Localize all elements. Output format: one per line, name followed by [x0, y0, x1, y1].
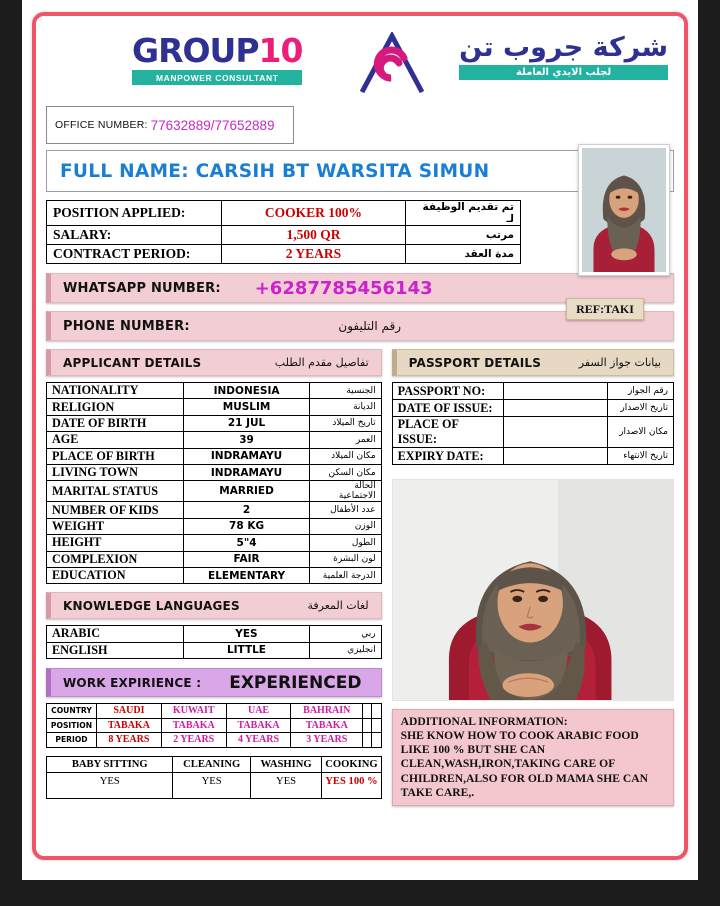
table-row [392, 383, 673, 400]
country-cell [372, 704, 381, 719]
country-cell: SAUDI [97, 704, 162, 719]
salary-label: SALARY: [47, 226, 222, 245]
row-arabic: الديانة [310, 399, 381, 415]
row-value[interactable] [504, 400, 608, 417]
row-label: PLACE OF ISSUE: [392, 417, 504, 448]
table-row [47, 464, 382, 480]
row-value: FAIR [183, 551, 310, 567]
row-value: 78 KG [183, 518, 310, 534]
row-value: LITTLE [183, 642, 310, 658]
row-arabic: مكان الميلاد [310, 448, 381, 464]
position-cell: TABAKA [291, 718, 363, 733]
table-row [47, 756, 382, 772]
languages-table [46, 625, 382, 659]
table-row [47, 481, 382, 502]
row-label: LIVING TOWN [47, 464, 184, 480]
period-cell: 4 YEARS [226, 733, 291, 748]
row-label: RELIGION [47, 399, 184, 415]
table-row [47, 399, 382, 415]
row-arabic: الدرجة العلمية [310, 567, 381, 583]
period-cell [372, 733, 381, 748]
additional-info-line: TAKE CARE,. [400, 785, 475, 799]
row-label: PLACE OF BIRTH [47, 448, 184, 464]
row-arabic: عدد الأطفال [310, 502, 381, 518]
logo-word-ten: 10 [258, 31, 303, 70]
country-cell: UAE [226, 704, 291, 719]
row-label: WEIGHT [47, 518, 184, 534]
row-arabic: تاريخ الميلاد [310, 415, 381, 431]
table-row [47, 626, 382, 642]
contract-value: 2 YEARS [221, 245, 406, 264]
document-sheet [22, 0, 698, 880]
table-row [47, 704, 382, 719]
row-value: INDRAMAYU [183, 448, 310, 464]
languages-title: KNOWLEDGE LANGUAGES [63, 598, 240, 613]
logo-wordmark [132, 31, 303, 70]
whatsapp-label: WHATSAPP NUMBER: [63, 280, 221, 296]
row-label: DATE OF BIRTH [47, 415, 184, 431]
row-label: AGE [47, 432, 184, 448]
applicant-column [46, 349, 382, 806]
passport-details-table [392, 382, 674, 465]
skills-table [46, 756, 382, 799]
row-label: DATE OF ISSUE: [392, 400, 504, 417]
position-value: COOKER 100% [221, 201, 406, 226]
knowledge-languages-header [46, 592, 382, 619]
row-value: MUSLIM [183, 399, 310, 415]
applicant-photo-passport [578, 144, 670, 276]
row-arabic: ربي [310, 626, 381, 642]
position-cell [363, 718, 372, 733]
row-label: PASSPORT NO: [392, 383, 504, 400]
phone-arabic: رقم التليفون [338, 319, 401, 333]
table-row [47, 502, 382, 518]
row-label: NUMBER OF KIDS [47, 502, 184, 518]
work-experience-header [46, 668, 382, 697]
row-arabic: مكان الاصدار [608, 417, 674, 448]
table-row [47, 535, 382, 551]
table-row [47, 226, 521, 245]
row-label: POSITION [47, 718, 97, 733]
contract-label: CONTRACT PERIOD: [47, 245, 222, 264]
table-row [47, 201, 521, 226]
row-label: EXPIRY DATE: [392, 448, 504, 465]
arabic-company-name: شركة جروب تن [459, 32, 668, 63]
period-cell: 8 YEARS [97, 733, 162, 748]
row-label: COUNTRY [47, 704, 97, 719]
row-value: 5"4 [183, 535, 310, 551]
row-arabic: الجنسية [310, 383, 381, 399]
row-label: HEIGHT [47, 535, 184, 551]
row-value[interactable] [504, 417, 608, 448]
row-label: ARABIC [47, 626, 184, 642]
additional-info-title: ADDITIONAL INFORMATION: [400, 715, 568, 728]
full-name-text: FULL NAME: CARSIH BT WARSITA SIMUN [60, 160, 490, 182]
left-dark-rail [0, 0, 22, 906]
row-label: PERIOD [47, 733, 97, 748]
passport-column [392, 349, 674, 806]
table-row [47, 432, 382, 448]
row-value: MARRIED [183, 481, 310, 502]
table-row [47, 733, 382, 748]
pink-border-frame [32, 12, 688, 860]
additional-information-box [392, 709, 674, 806]
applicant-details-header [46, 349, 382, 376]
row-label: EDUCATION [47, 567, 184, 583]
position-cell: TABAKA [226, 718, 291, 733]
row-value[interactable] [504, 383, 608, 400]
row-arabic: تاريخ الانتهاء [608, 448, 674, 465]
work-experience-status: EXPERIENCED [229, 672, 362, 693]
skill-header: CLEANING [173, 756, 250, 772]
contract-arabic: مدة العقد [406, 245, 521, 264]
salary-arabic: مرتب [406, 226, 521, 245]
table-row [392, 448, 673, 465]
logo-word-group: GROUP [132, 31, 259, 70]
applicant-details-table [46, 382, 382, 584]
salary-value: 1,500 QR [221, 226, 406, 245]
country-cell [363, 704, 372, 719]
row-value: 39 [183, 432, 310, 448]
table-row [47, 551, 382, 567]
period-cell: 3 YEARS [291, 733, 363, 748]
skill-value: YES 100 % [322, 772, 381, 798]
additional-info-line: LIKE 100 % BUT SHE CAN [400, 743, 546, 757]
skill-value: YES [250, 772, 321, 798]
row-label: NATIONALITY [47, 383, 184, 399]
skill-header: COOKING [322, 756, 381, 772]
row-value: YES [183, 626, 310, 642]
row-arabic: الوزن [310, 518, 381, 534]
row-arabic: لون البشرة [310, 551, 381, 567]
table-row [47, 718, 382, 733]
languages-arabic: لغات المعرفة [307, 599, 369, 613]
group10-logo [132, 31, 303, 85]
arabic-tagline: لجلب الايدي العاملة [459, 65, 668, 80]
period-cell [363, 733, 372, 748]
office-number-box [46, 106, 294, 144]
table-row [47, 567, 382, 583]
position-cell: TABAKA [97, 718, 162, 733]
row-value: 21 JUL [183, 415, 310, 431]
skill-header: BABY SITTING [47, 756, 173, 772]
table-row [47, 383, 382, 399]
reference-badge: REF:TAKI [566, 298, 644, 320]
table-row [47, 448, 382, 464]
position-label: POSITION APPLIED: [47, 201, 222, 226]
table-row [47, 415, 382, 431]
table-row [47, 642, 382, 658]
table-row [47, 245, 521, 264]
position-cell: TABAKA [161, 718, 226, 733]
applicant-photo-large [392, 479, 674, 701]
table-row [392, 400, 673, 417]
skill-header: WASHING [250, 756, 321, 772]
passport-details-arabic: بيانات جواز السفر [578, 356, 661, 369]
work-experience-table [46, 703, 382, 748]
passport-details-header [392, 349, 674, 376]
country-cell: KUWAIT [161, 704, 226, 719]
row-value: INDRAMAYU [183, 464, 310, 480]
row-arabic: تاريخ الاصدار [608, 400, 674, 417]
additional-info-line: CLEAN,WASH,IRON,TAKING CARE OF [400, 757, 616, 771]
row-arabic: مكان السكن [310, 464, 381, 480]
row-arabic: رقم الجواز [608, 383, 674, 400]
position-arabic: تم تقديم الوظيفة لـ [406, 201, 521, 226]
position-applied-table [46, 200, 521, 264]
arch-swirl-logo-icon [356, 32, 428, 94]
position-cell [372, 718, 381, 733]
skill-value: YES [173, 772, 250, 798]
row-value[interactable] [504, 448, 608, 465]
arabic-company-logo [459, 32, 668, 80]
country-cell: BAHRAIN [291, 704, 363, 719]
row-value: 2 [183, 502, 310, 518]
whatsapp-value: +6287785456143 [254, 277, 433, 299]
row-arabic: العمر [310, 432, 381, 448]
row-arabic: انجليزي [310, 642, 381, 658]
phone-label: PHONE NUMBER: [63, 318, 190, 334]
document-header [46, 24, 674, 106]
row-label: MARITAL STATUS [47, 481, 184, 502]
logo-tagline: MANPOWER CONSULTANT [132, 70, 302, 85]
row-arabic: الحالة الاجتماعية [310, 481, 381, 502]
right-dark-rail [698, 0, 720, 906]
row-value: ELEMENTARY [183, 567, 310, 583]
skill-value: YES [47, 772, 173, 798]
table-row [47, 518, 382, 534]
additional-info-line: CHILDREN,ALSO FOR OLD MAMA SHE CAN [400, 771, 649, 785]
period-cell: 2 YEARS [161, 733, 226, 748]
table-row [392, 417, 673, 448]
row-label: ENGLISH [47, 642, 184, 658]
passport-details-title: PASSPORT DETAILS [408, 355, 542, 370]
office-number-label: OFFICE NUMBER: [55, 119, 148, 131]
office-number-value: 77632889/77652889 [150, 117, 275, 133]
row-label: COMPLEXION [47, 551, 184, 567]
row-value: INDONESIA [183, 383, 310, 399]
row-arabic: الطول [310, 535, 381, 551]
work-experience-title: WORK EXPIRIENCE : [63, 675, 202, 690]
additional-info-line: SHE KNOW HOW TO COOK ARABIC FOOD [400, 729, 639, 743]
details-columns [46, 349, 674, 806]
table-row [47, 772, 382, 798]
applicant-details-arabic: تفاصيل مقدم الطلب [274, 356, 369, 369]
applicant-details-title: APPLICANT DETAILS [63, 355, 202, 370]
